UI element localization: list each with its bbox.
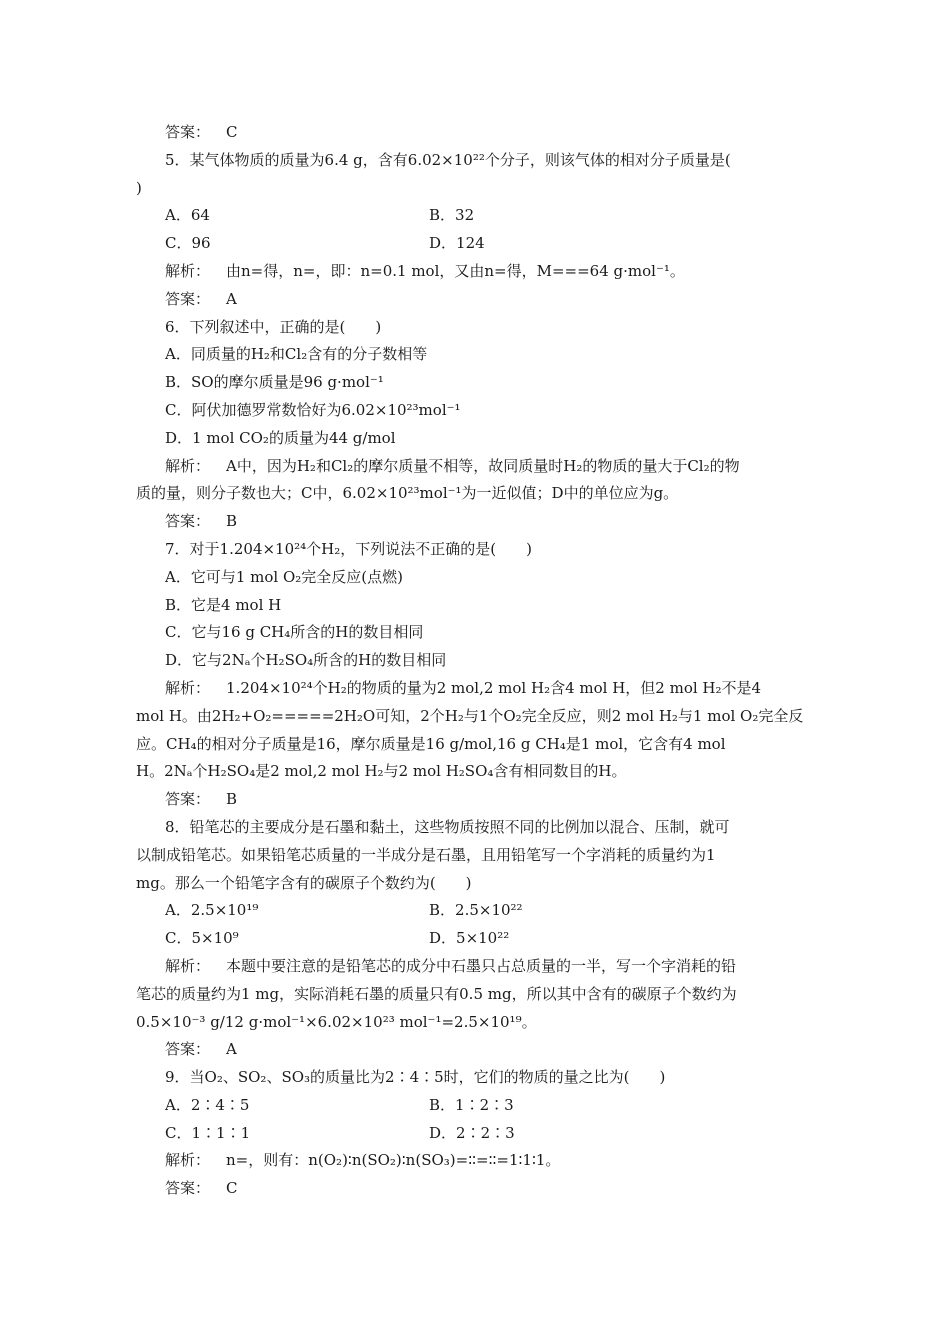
text-line: 质的量，则分子数也大；C中，6.02×10²³mol⁻¹为一近似值；D中的单位应为g。 (136, 484, 679, 503)
option-left: C．1∶1∶1 (165, 1123, 251, 1142)
analysis-line (136, 675, 816, 703)
line-label: 答案： (165, 512, 211, 531)
line-text: 1.204×10²⁴个H₂的物质的量为2 mol,2 mol H₂含4 mol H，但2 mol H₂不是4 (226, 678, 762, 697)
option-line: B．SO的摩尔质量是96 g·mol⁻¹ (165, 373, 384, 392)
option-right: B．2.5×10²² (429, 901, 523, 920)
line-text: A (226, 1040, 237, 1059)
answer-line (136, 1036, 816, 1064)
answer-line (136, 286, 816, 314)
option-line: C．阿伏加德罗常数恰好为6.02×10²³mol⁻¹ (165, 400, 461, 419)
line-label: 答案： (165, 1179, 211, 1198)
question-stem: 5．某气体物质的质量为6.4 g，含有6.02×10²²个分子，则该气体的相对分子质量是( (165, 150, 731, 169)
option-right: D．2∶2∶3 (429, 1123, 515, 1142)
option-right: B．1∶2∶3 (429, 1095, 514, 1114)
text-line: mol H。由2H₂+O₂=====2H₂O可知，2个H₂与1个O₂完全反应，则2 mol H₂与1 mol O₂完全反 (136, 706, 804, 725)
option-row (136, 202, 816, 230)
option-row (136, 1120, 816, 1148)
option-left: C．96 (165, 234, 211, 253)
analysis-line (136, 953, 816, 981)
question-stem: 8．铅笔芯的主要成分是石墨和黏土，这些物质按照不同的比例加以混合、压制，就可 (165, 817, 730, 836)
option-line: D．1 mol CO₂的质量为44 g/mol (165, 428, 396, 447)
question-stem: 7．对于1.204×10²⁴个H₂，下列说法不正确的是( ) (165, 539, 532, 558)
line-text: B (226, 512, 238, 531)
line-label: 解析： (165, 678, 211, 697)
option-line: A．同质量的H₂和Cl₂含有的分子数相等 (165, 345, 428, 364)
option-left: A．2.5×10¹⁹ (165, 901, 259, 920)
option-right: D．5×10²² (429, 929, 510, 948)
line-text: C (226, 1179, 238, 1198)
question-stem: 6．下列叙述中，正确的是( ) (165, 317, 382, 336)
line-label: 答案： (165, 123, 211, 141)
line-label: 答案： (165, 790, 211, 809)
analysis-line (136, 1147, 816, 1175)
option-left: A．64 (165, 206, 210, 225)
line-label: 答案： (165, 289, 211, 308)
line-label: 解析： (165, 1151, 211, 1170)
answer-line (136, 508, 816, 536)
option-left: C．5×10⁹ (165, 929, 239, 948)
answer-line (136, 119, 816, 147)
document-body (136, 119, 816, 1203)
option-row (136, 897, 816, 925)
analysis-line (136, 453, 816, 481)
line-label: 解析： (165, 456, 211, 475)
line-text: A (226, 289, 237, 308)
option-line: D．它与2Nₐ个H₂SO₄所含的H的数目相同 (165, 651, 447, 670)
option-row (136, 925, 816, 953)
line-text: 由n=得，n=，即：n=0.1 mol，又由n=得，M===64 g·mol⁻¹。 (226, 261, 685, 280)
line-text: B (226, 790, 238, 809)
text-line: ) (136, 178, 142, 197)
analysis-line (136, 258, 816, 286)
option-line: A．它可与1 mol O₂完全反应(点燃) (165, 567, 403, 586)
line-label: 解析： (165, 956, 211, 975)
text-line: 应。CH₄的相对分子质量是16，摩尔质量是16 g/mol,16 g CH₄是1 mol，它含有4 mol (136, 734, 726, 753)
text-line: 以制成铅笔芯。如果铅笔芯质量的一半成分是石墨，且用铅笔写一个字消耗的质量约为1 (136, 845, 716, 864)
answer-line (136, 786, 816, 814)
option-line: C．它与16 g CH₄所含的H的数目相同 (165, 623, 424, 642)
line-text: A中，因为H₂和Cl₂的摩尔质量不相等，故同质量时H₂的物质的量大于Cl₂的物 (226, 456, 740, 475)
option-left: A．2∶4∶5 (165, 1095, 250, 1114)
line-text: 本题中要注意的是铅笔芯的成分中石墨只占总质量的一半，写一个字消耗的铅 (226, 956, 737, 975)
line-text: n=，则有：n(O₂)∶n(SO₂)∶n(SO₃)=∶∶=∶∶=1∶1∶1。 (226, 1151, 561, 1170)
option-right: D．124 (429, 234, 485, 253)
text-line: 笔芯的质量约为1 mg，实际消耗石墨的质量只有0.5 mg，所以其中含有的碳原子个数约为 (136, 984, 737, 1003)
question-stem: 9．当O₂、SO₂、SO₃的质量比为2∶4∶5时，它们的物质的量之比为( ) (165, 1068, 666, 1087)
text-line: H。2Nₐ个H₂SO₄是2 mol,2 mol H₂与2 mol H₂SO₄含有相同数目的H。 (136, 762, 627, 781)
answer-line (136, 1175, 816, 1203)
option-right: B．32 (429, 206, 475, 225)
line-text: C (226, 123, 238, 141)
option-line: B．它是4 mol H (165, 595, 282, 614)
option-row (136, 1092, 816, 1120)
option-row (136, 230, 816, 258)
text-line: mg。那么一个铅笔字含有的碳原子个数约为( ) (136, 873, 472, 892)
text-line: 0.5×10⁻³ g/12 g·mol⁻¹×6.02×10²³ mol⁻¹=2.5×10¹⁹。 (136, 1012, 537, 1031)
line-label: 解析： (165, 261, 211, 280)
line-label: 答案： (165, 1040, 211, 1059)
